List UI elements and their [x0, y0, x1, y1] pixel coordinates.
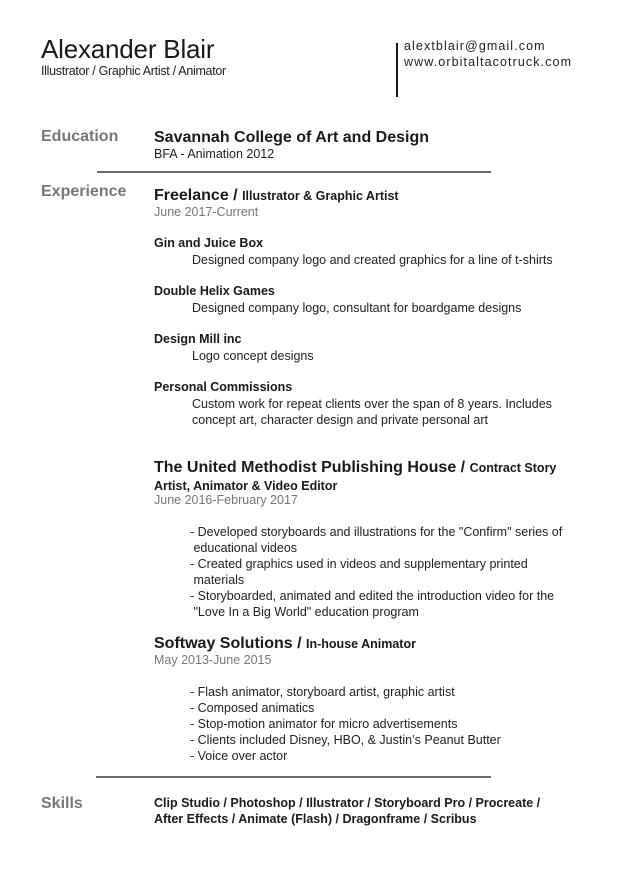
client-name: Personal Commissions [154, 380, 293, 394]
job-role: Illustrator & Graphic Artist [242, 189, 399, 203]
job-title-softway [154, 635, 416, 653]
job-org: The United Methodist Publishing House / [154, 459, 466, 476]
bullet-item: - Developed storyboards and illustrations for the "Confirm" series of [190, 525, 563, 539]
bullet-item: - Voice over actor [190, 749, 288, 763]
job-bullets [190, 524, 590, 620]
job-bullets [190, 684, 590, 764]
bullet-item: - Flash animator, storyboard artist, graphic artist [190, 685, 455, 699]
bullet-item: materials [190, 573, 245, 587]
job-dates: June 2017-Current [154, 205, 259, 219]
client-name: Design Mill inc [154, 332, 242, 346]
job-org: Softway Solutions / [154, 635, 302, 652]
job-dates: May 2013-June 2015 [154, 653, 272, 667]
job-role: In-house Animator [306, 637, 416, 651]
client-name: Gin and Juice Box [154, 236, 264, 250]
job-org: Freelance / [154, 187, 238, 204]
skills-line: Clip Studio / Photoshop / Illustrator / Storyboard Pro / Procreate / [154, 796, 541, 810]
candidate-tagline: Illustrator / Graphic Artist / Animator [41, 64, 226, 78]
website-link[interactable]: www.orbitaltacotruck.com [404, 55, 573, 69]
job-role: Contract Story Artist, Animator & Video Editor [154, 461, 557, 493]
skills-list [154, 795, 574, 827]
bullet-item: - Created graphics used in videos and supplementary printed [190, 557, 528, 571]
education-degree: BFA - Animation 2012 [154, 147, 275, 161]
skills-line: After Effects / Animate (Flash) / Dragonframe / Scribus [154, 812, 477, 826]
bullet-item: educational videos [190, 541, 298, 555]
candidate-name: Alexander Blair [41, 34, 215, 64]
job-title-united-methodist [154, 459, 574, 495]
bullet-item: "Love In a Big World" education program [190, 605, 419, 619]
section-divider [96, 776, 491, 778]
header-divider [396, 43, 398, 97]
section-divider [97, 171, 491, 173]
section-label-skills: Skills [41, 795, 83, 812]
job-title-freelance [154, 187, 399, 205]
client-description: Logo concept designs [192, 349, 314, 363]
email-link[interactable]: alextblair@gmail.com [404, 39, 546, 53]
client-description: Designed company logo, consultant for boardgame designs [192, 301, 522, 315]
education-school: Savannah College of Art and Design [154, 129, 430, 146]
bullet-item: - Storyboarded, animated and edited the introduction video for the [190, 589, 555, 603]
client-name: Double Helix Games [154, 284, 275, 298]
client-description: Designed company logo and created graphics for a line of t-shirts [192, 253, 553, 267]
bullet-item: - Composed animatics [190, 701, 315, 715]
bullet-item: - Clients included Disney, HBO, & Justin’s Peanut Butter [190, 733, 501, 747]
bullet-item: - Stop-motion animator for micro advertisements [190, 717, 458, 731]
section-label-education: Education [41, 128, 119, 145]
client-description: Custom work for repeat clients over the span of 8 years. Includes concept art, character design and private personal art [192, 397, 552, 427]
job-dates: June 2016-February 2017 [154, 493, 298, 507]
section-label-experience: Experience [41, 183, 127, 200]
